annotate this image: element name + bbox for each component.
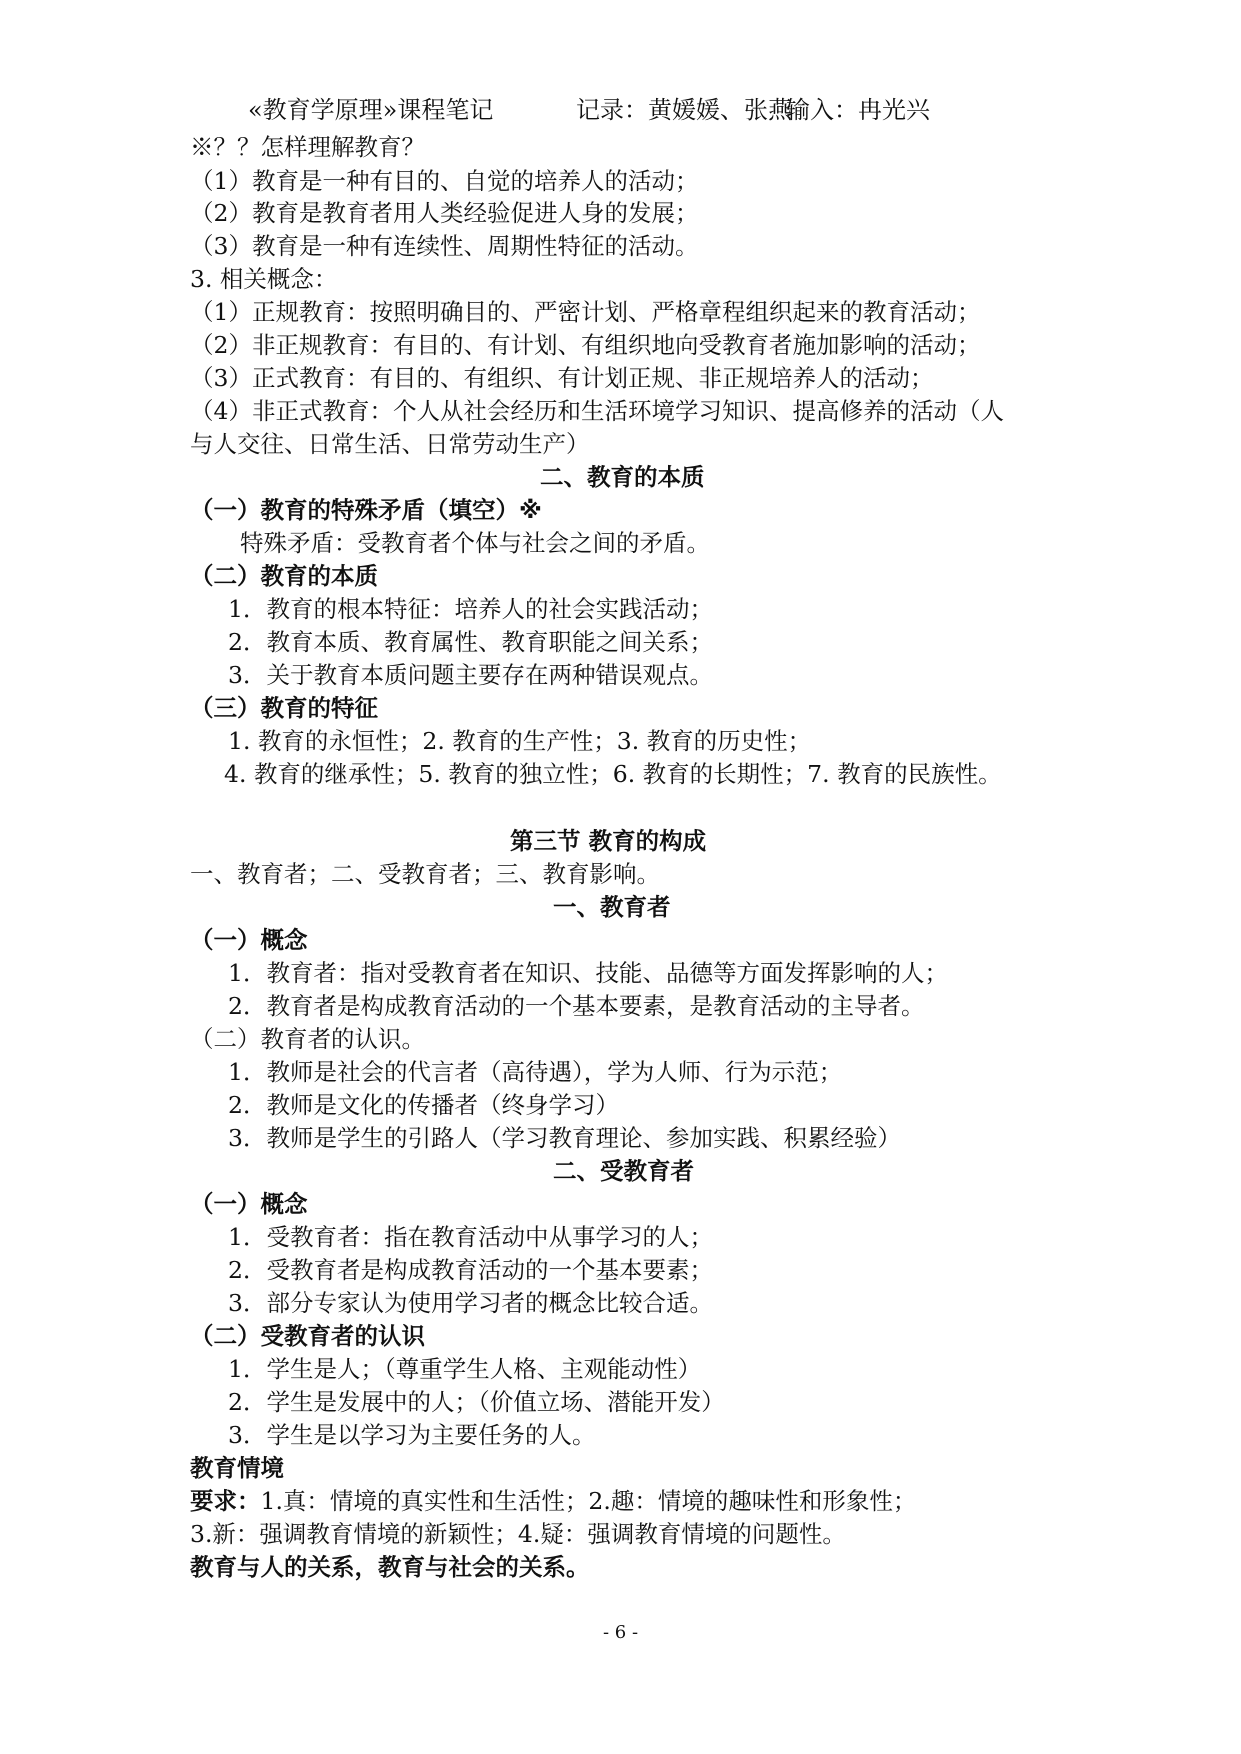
- list-item: 3．关于教育本质问题主要存在两种错误观点。: [228, 661, 713, 689]
- list-item: 1．教师是社会的代言者（高待遇），学为人师、行为示范；: [228, 1058, 843, 1086]
- requirements-text: 1.真：情境的真实性和生活性；2.趣：情境的趣味性和形象性；: [260, 1487, 917, 1515]
- list-item: 1．教育者：指对受教育者在知识、技能、品德等方面发挥影响的人；: [228, 959, 948, 987]
- typist-credit: 输入：冉光兴: [786, 96, 930, 124]
- subsection-heading: （二）教育者的认识。: [190, 1025, 425, 1053]
- chapter-section-heading: 第三节 教育的构成: [510, 827, 707, 855]
- list-item: 1. 教育的永恒性；2. 教育的生产性；3. 教育的历史性；: [228, 727, 812, 755]
- list-item: （3）教育是一种有连续性、周期性特征的活动。: [190, 232, 699, 260]
- list-item: 1．学生是人；（尊重学生人格、主观能动性）: [228, 1355, 702, 1383]
- list-item: 2．教育本质、教育属性、教育职能之间关系；: [228, 628, 713, 656]
- recorder-credit: 记录：黄媛媛、张燕: [576, 96, 792, 124]
- subsection-heading: （三）教育的特征: [190, 694, 378, 722]
- section-heading: 二、受教育者: [553, 1157, 694, 1185]
- subsection-heading: （二）教育的本质: [190, 562, 378, 590]
- section-heading: 一、教育者: [553, 893, 671, 921]
- body-text: 特殊矛盾：受教育者个体与社会之间的矛盾。: [240, 529, 710, 557]
- requirements-line: [190, 1484, 1241, 1518]
- list-item: （1）教育是一种有目的、自觉的培养人的活动；: [190, 167, 699, 195]
- list-item: 2．教师是文化的传播者（终身学习）: [228, 1091, 619, 1119]
- list-item: 3．部分专家认为使用学习者的概念比较合适。: [228, 1289, 713, 1317]
- page-number: - 6 -: [602, 1622, 639, 1643]
- list-item: 2．受教育者是构成教育活动的一个基本要素；: [228, 1256, 713, 1284]
- list-item: 3．学生是以学习为主要任务的人。: [228, 1421, 596, 1449]
- list-item: （2）非正规教育：有目的、有计划、有组织地向受教育者施加影响的活动；: [190, 331, 981, 359]
- list-item: 1．受教育者：指在教育活动中从事学习的人；: [228, 1223, 713, 1251]
- requirements-line: 3.新：强调教育情境的新颖性；4.疑：强调教育情境的问题性。: [190, 1520, 846, 1548]
- list-item: 4. 教育的继承性；5. 教育的独立性；6. 教育的长期性；7. 教育的民族性。: [224, 760, 1002, 788]
- list-item: 1．教育的根本特征：培养人的社会实践活动；: [228, 595, 713, 623]
- subsection-heading: （二）受教育者的认识: [190, 1322, 425, 1350]
- list-item: 3．教师是学生的引路人（学习教育理论、参加实践、积累经验）: [228, 1124, 901, 1152]
- list-item: （3）正式教育：有目的、有组织、有计划正规、非正规培养人的活动；: [190, 364, 934, 392]
- question-line: ※？？怎样理解教育？: [190, 133, 425, 161]
- page-header: [248, 92, 1048, 128]
- subsection-heading: （一）概念: [190, 1190, 308, 1218]
- topic-heading: 教育情境: [190, 1454, 284, 1482]
- list-heading: 3. 相关概念：: [190, 265, 338, 293]
- list-item: （4）非正式教育：个人从社会经历和生活环境学习知识、提高修养的活动（人: [190, 397, 1004, 425]
- list-item-continuation: 与人交往、日常生活、日常劳动生产）: [190, 430, 590, 458]
- list-item: （2）教育是教育者用人类经验促进人身的发展；: [190, 199, 699, 227]
- list-item: （1）正规教育：按照明确目的、严密计划、严格章程组织起来的教育活动；: [190, 298, 981, 326]
- requirements-label: 要求：: [190, 1487, 261, 1515]
- list-item: 2．教育者是构成教育活动的一个基本要素，是教育活动的主导者。: [228, 992, 925, 1020]
- subsection-heading: （一）教育的特殊矛盾（填空）※: [190, 496, 542, 524]
- list-item: 2．学生是发展中的人；（价值立场、潜能开发）: [228, 1388, 725, 1416]
- topic-heading: 教育与人的关系，教育与社会的关系。: [190, 1553, 590, 1581]
- subsection-heading: （一）概念: [190, 926, 308, 954]
- body-text: 一、教育者；二、受教育者；三、教育影响。: [190, 860, 660, 888]
- course-title: «教育学原理»课程笔记: [248, 96, 494, 124]
- section-heading: 二、教育的本质: [540, 463, 705, 491]
